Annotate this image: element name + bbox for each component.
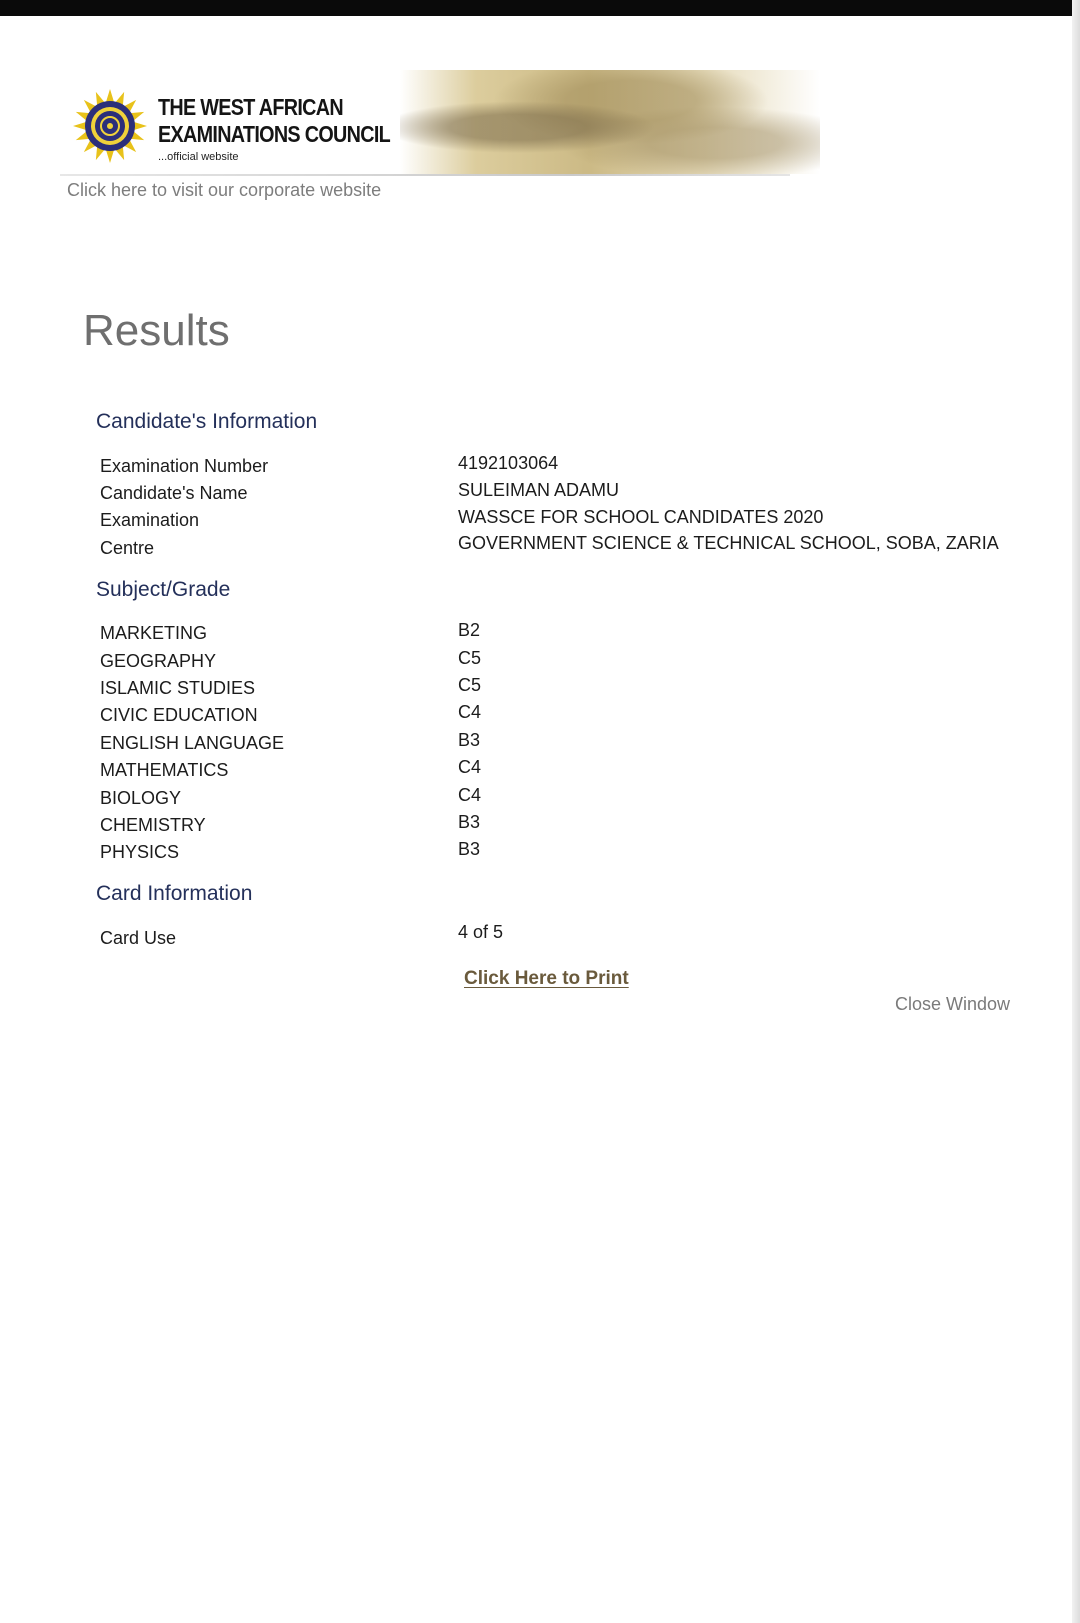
grade-value: C4 (458, 785, 482, 805)
close-window-link[interactable]: Close Window (895, 994, 1011, 1014)
candidate-name-label: Candidate's Name (100, 483, 248, 503)
card-use-value: 4 of 5 (458, 922, 504, 942)
print-link[interactable]: Click Here to Print (464, 968, 629, 989)
banner-photo (400, 70, 820, 174)
candidate-info-heading: Candidate's Information (96, 410, 318, 433)
centre-value: GOVERNMENT SCIENCE & TECHNICAL SCHOOL, SOBA, ZARIA (458, 533, 999, 553)
exam-number-label: Examination Number (100, 456, 269, 476)
grade-value: C4 (458, 757, 482, 777)
examination-value: WASSCE FOR SCHOOL CANDIDATES 2020 (458, 507, 824, 527)
grade-value: B3 (458, 839, 481, 859)
corporate-website-link[interactable]: Click here to visit our corporate website (67, 180, 382, 200)
subject-label: MARKETING (100, 623, 208, 643)
subject-label: CIVIC EDUCATION (100, 705, 258, 725)
subject-label: BIOLOGY (100, 788, 182, 808)
subject-label: MATHEMATICS (100, 760, 229, 780)
grade-value: C5 (458, 675, 482, 695)
card-use-label: Card Use (100, 928, 177, 948)
right-edge (1072, 0, 1080, 1623)
waec-seal-icon (72, 88, 148, 164)
grade-value: B3 (458, 812, 481, 832)
top-edge (0, 0, 1080, 16)
examination-label: Examination (100, 510, 200, 530)
organization-name (158, 94, 390, 148)
subject-label: ENGLISH LANGUAGE (100, 733, 285, 753)
card-info-heading: Card Information (96, 882, 253, 905)
header-banner (60, 70, 790, 176)
subject-label: GEOGRAPHY (100, 651, 217, 671)
org-tagline: ...official website (158, 151, 239, 163)
subject-grade-heading: Subject/Grade (96, 578, 231, 601)
subject-label: ISLAMIC STUDIES (100, 678, 256, 698)
page-title: Results (83, 306, 230, 355)
banner-divider (60, 174, 790, 176)
grade-value: B2 (458, 620, 481, 640)
org-name-line2: EXAMINATIONS COUNCIL (158, 121, 391, 147)
org-name-line1: THE WEST AFRICAN (158, 94, 343, 120)
candidate-name-value: SULEIMAN ADAMU (458, 480, 620, 500)
grade-value: B3 (458, 730, 481, 750)
subject-label: CHEMISTRY (100, 815, 206, 835)
exam-number-value: 4192103064 (458, 453, 559, 473)
grade-value: C5 (458, 648, 482, 668)
grade-value: C4 (458, 702, 482, 722)
centre-label: Centre (100, 538, 155, 558)
subject-label: PHYSICS (100, 842, 180, 862)
